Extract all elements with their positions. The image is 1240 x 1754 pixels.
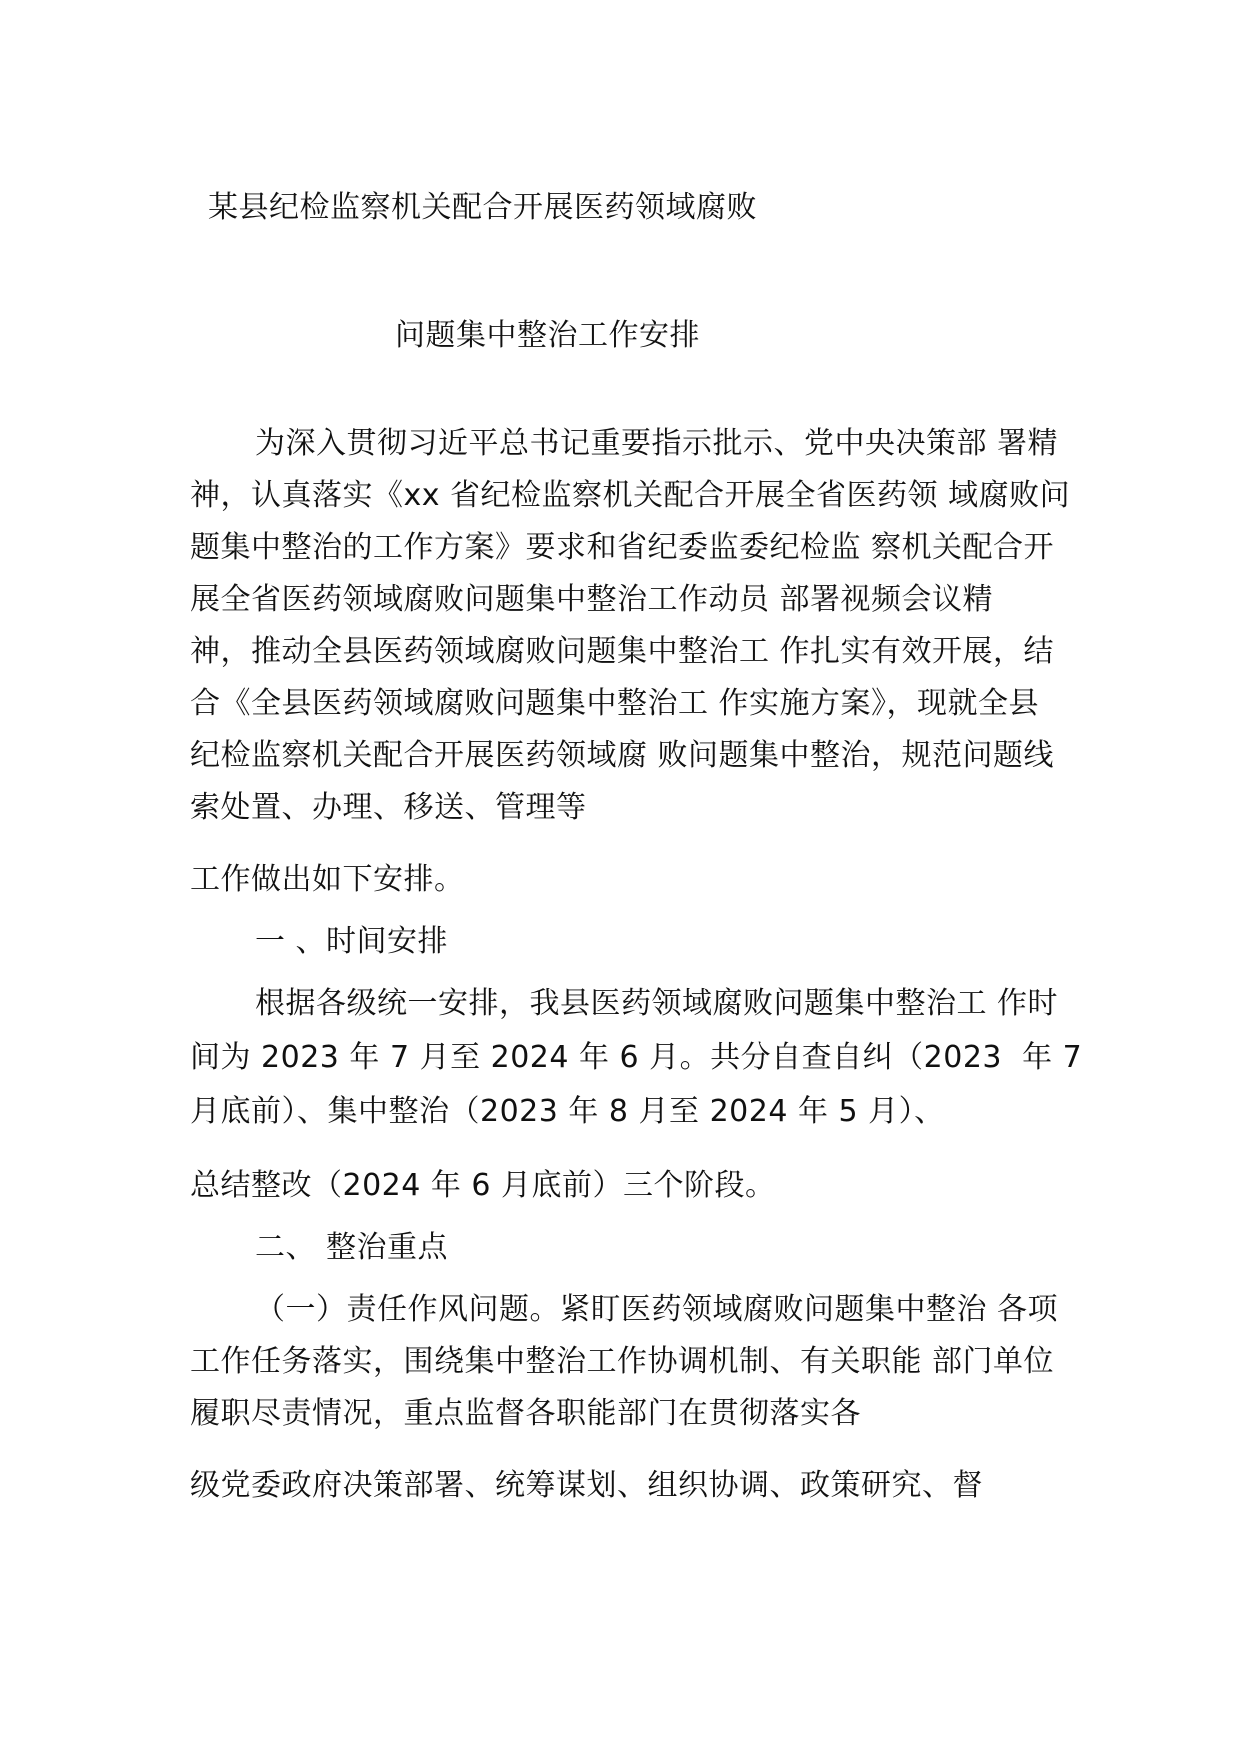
body-line: 神，认真落实《xx 省纪检监察机关配合开展全省医药领 域腐败问 xyxy=(190,478,1071,513)
body-line: 工作任务落实，围绕集中整治工作协调机制、有关职能 部门单位 xyxy=(190,1344,1055,1379)
section-heading: 一 、时间安排 xyxy=(255,924,449,959)
body-line: 总结整改（2024 年 6 月底前）三个阶段。 xyxy=(190,1168,776,1203)
section-heading: 二、 整治重点 xyxy=(255,1230,449,1265)
body-line: （一）责任作风问题。紧盯医药领域腐败问题集中整治 各项 xyxy=(255,1292,1059,1327)
body-line: 级党委政府决策部署、统筹谋划、组织协调、政策研究、督 xyxy=(190,1468,983,1503)
body-line: 展全省医药领域腐败问题集中整治工作动员 部署视频会议精 xyxy=(190,582,994,617)
title-line-2: 问题集中整治工作安排 xyxy=(395,318,700,353)
body-line: 根据各级统一安排，我县医药领域腐败问题集中整治工 作时 xyxy=(255,986,1059,1021)
body-line: 为深入贯彻习近平总书记重要指示批示、党中央决策部 署精 xyxy=(255,426,1059,461)
title-line-1: 某县纪检监察机关配合开展医药领域腐败 xyxy=(208,190,757,225)
body-line: 工作做出如下安排。 xyxy=(190,862,465,897)
body-line: 履职尽责情况，重点监督各职能部门在贯彻落实各 xyxy=(190,1396,861,1431)
body-line: 月底前）、集中整治（2023 年 8 月至 2024 年 5 月）、 xyxy=(190,1094,945,1129)
body-line: 神，推动全县医药领域腐败问题集中整治工 作扎实有效开展，结 xyxy=(190,634,1055,669)
body-line: 间为 2023 年 7 月至 2024 年 6 月。共分自查自纠（2023 年 7 xyxy=(190,1040,1083,1075)
body-line: 题集中整治的工作方案》要求和省纪委监委纪检监 察机关配合开 xyxy=(190,530,1055,565)
body-line: 纪检监察机关配合开展医药领域腐 败问题集中整治，规范问题线 xyxy=(190,738,1055,773)
body-line: 索处置、办理、移送、管理等 xyxy=(190,790,587,825)
body-line: 合《全县医药领域腐败问题集中整治工 作实施方案》，现就全县 xyxy=(190,686,1040,721)
